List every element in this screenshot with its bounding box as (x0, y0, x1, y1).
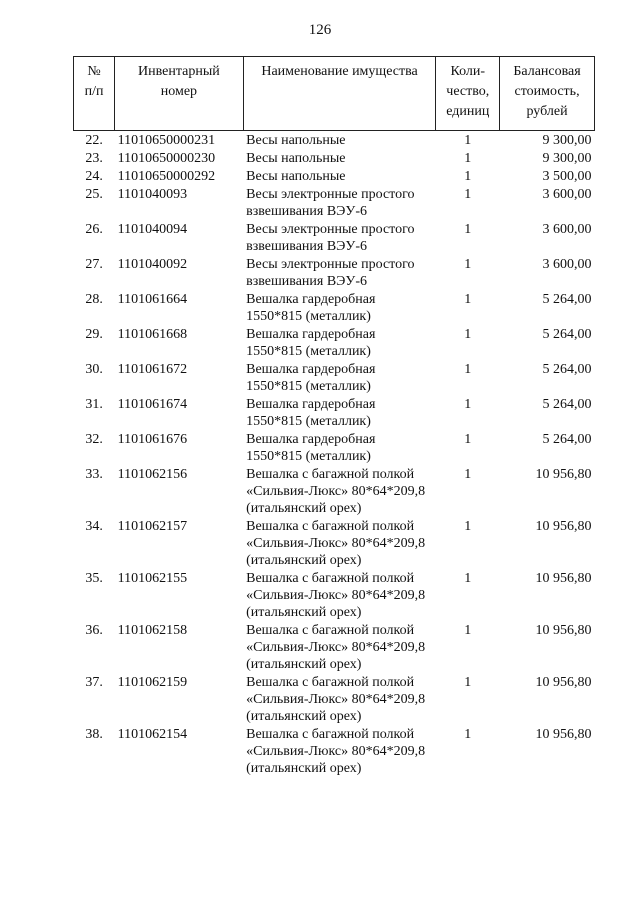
inventory-number: 1101040094 (117, 222, 188, 237)
row-number: 37. (85, 675, 103, 690)
table-header (74, 57, 595, 131)
header-inventory-line: номер (160, 84, 198, 99)
header-value-line: стоимость, (514, 84, 580, 99)
header-name-line: Наименование имущества (261, 64, 418, 79)
inventory-number: 1101040093 (117, 187, 188, 202)
item-name-line: 1550*815 (металлик) (246, 414, 371, 429)
item-value: 5 264,00 (542, 362, 592, 377)
row-number: 30. (85, 362, 103, 377)
item-name (243, 186, 436, 221)
item-name-line: (итальянский орех) (246, 605, 362, 620)
item-name-line: (итальянский орех) (246, 501, 362, 516)
header-num-line: № (87, 64, 101, 79)
header-quantity-line: единиц (446, 104, 490, 119)
inventory-number: 1101061676 (117, 432, 188, 447)
item-value: 3 600,00 (542, 222, 592, 237)
table-row (74, 221, 595, 256)
table-row (74, 570, 595, 622)
item-name-line: Весы напольные (246, 133, 346, 148)
item-name-line: «Сильвия-Люкс» 80*64*209,8 (246, 692, 426, 707)
table-row (74, 396, 595, 431)
item-name (243, 622, 436, 674)
item-value: 3 500,00 (542, 169, 592, 184)
item-name (243, 221, 436, 256)
table-row (74, 431, 595, 466)
item-quantity: 1 (464, 133, 472, 148)
row-number: 24. (85, 169, 103, 184)
row-number: 22. (85, 133, 103, 148)
item-name-line: «Сильвия-Люкс» 80*64*209,8 (246, 536, 426, 551)
header-quantity (436, 57, 500, 131)
inventory-number: 1101062159 (117, 675, 188, 690)
item-name (243, 431, 436, 466)
item-quantity: 1 (464, 675, 472, 690)
item-name (243, 518, 436, 570)
header-quantity-line: Коли- (450, 64, 486, 79)
item-name-line: Весы электронные простого (246, 187, 415, 202)
item-name-line: Весы электронные простого (246, 222, 415, 237)
inventory-number: 1101062155 (117, 571, 188, 586)
item-name-line: Вешалка гардеробная (246, 292, 376, 307)
item-value: 10 956,80 (535, 467, 592, 482)
item-name-line: Вешалка гардеробная (246, 397, 376, 412)
inventory-number: 11010650000292 (117, 169, 216, 184)
inventory-number: 11010650000231 (117, 133, 216, 148)
table-row (74, 150, 595, 168)
table-row (74, 726, 595, 778)
item-name-line: Вешалка гардеробная (246, 327, 376, 342)
row-number: 36. (85, 623, 103, 638)
table-row (74, 622, 595, 674)
item-name (243, 326, 436, 361)
item-name (243, 396, 436, 431)
inventory-number: 11010650000230 (117, 151, 216, 166)
item-quantity: 1 (464, 169, 472, 184)
inventory-number: 1101061664 (117, 292, 188, 307)
table-row (74, 186, 595, 221)
item-name-line: Весы напольные (246, 151, 346, 166)
item-name-line: Вешалка с багажной полкой (246, 623, 415, 638)
inventory-number: 1101061668 (117, 327, 188, 342)
item-value: 10 956,80 (535, 727, 592, 742)
item-name-line: Весы напольные (246, 169, 346, 184)
item-value: 9 300,00 (542, 151, 592, 166)
item-name (243, 570, 436, 622)
item-name (243, 291, 436, 326)
item-value: 3 600,00 (542, 187, 592, 202)
table-row (74, 466, 595, 518)
item-name (243, 256, 436, 291)
table-row (74, 674, 595, 726)
inventory-number: 1101061672 (117, 362, 188, 377)
inventory-number: 1101040092 (117, 257, 188, 272)
item-quantity: 1 (464, 362, 472, 377)
inventory-table (73, 56, 595, 778)
item-name-line: Вешалка с багажной полкой (246, 675, 415, 690)
row-number: 26. (85, 222, 103, 237)
item-name-line: Вешалка с багажной полкой (246, 571, 415, 586)
item-name-line: (итальянский орех) (246, 761, 362, 776)
item-name-line: 1550*815 (металлик) (246, 344, 371, 359)
header-value (500, 57, 595, 131)
header-value-line: Балансовая (513, 64, 581, 79)
item-name-line: (итальянский орех) (246, 709, 362, 724)
item-value: 5 264,00 (542, 292, 592, 307)
item-name-line: Вешалка гардеробная (246, 432, 376, 447)
row-number: 25. (85, 187, 103, 202)
table-row (74, 131, 595, 151)
item-quantity: 1 (464, 432, 472, 447)
item-quantity: 1 (464, 151, 472, 166)
item-name (243, 150, 436, 168)
item-name-line: (итальянский орех) (246, 657, 362, 672)
item-quantity: 1 (464, 292, 472, 307)
header-quantity-line: чество, (446, 84, 490, 99)
item-quantity: 1 (464, 187, 472, 202)
item-value: 3 600,00 (542, 257, 592, 272)
item-name (243, 466, 436, 518)
row-number: 38. (85, 727, 103, 742)
table-row (74, 326, 595, 361)
item-quantity: 1 (464, 327, 472, 342)
item-quantity: 1 (464, 727, 472, 742)
item-name-line: (итальянский орех) (246, 553, 362, 568)
item-quantity: 1 (464, 571, 472, 586)
item-quantity: 1 (464, 257, 472, 272)
item-name-line: Весы электронные простого (246, 257, 415, 272)
row-number: 32. (85, 432, 103, 447)
table-row (74, 361, 595, 396)
row-number: 31. (85, 397, 103, 412)
item-quantity: 1 (464, 519, 472, 534)
row-number: 28. (85, 292, 103, 307)
item-quantity: 1 (464, 397, 472, 412)
item-value: 5 264,00 (542, 432, 592, 447)
item-value: 5 264,00 (542, 327, 592, 342)
item-name-line: взвешивания ВЭУ-6 (246, 274, 367, 289)
item-name (243, 726, 436, 778)
table-body (74, 131, 595, 779)
row-number: 33. (85, 467, 103, 482)
header-num-line: п/п (84, 84, 104, 99)
row-number: 27. (85, 257, 103, 272)
table-row (74, 256, 595, 291)
item-name-line: «Сильвия-Люкс» 80*64*209,8 (246, 588, 426, 603)
page-number: 126 (308, 22, 332, 38)
header-num (74, 57, 115, 131)
inventory-number: 1101062157 (117, 519, 188, 534)
table-row (74, 518, 595, 570)
header-row (74, 57, 595, 131)
table-row (74, 168, 595, 186)
row-number: 23. (85, 151, 103, 166)
item-quantity: 1 (464, 467, 472, 482)
row-number: 34. (85, 519, 103, 534)
item-name-line: взвешивания ВЭУ-6 (246, 204, 367, 219)
row-number: 35. (85, 571, 103, 586)
item-name-line: Вешалка с багажной полкой (246, 727, 415, 742)
header-value-line: рублей (526, 104, 568, 119)
item-name (243, 674, 436, 726)
item-name-line: 1550*815 (металлик) (246, 379, 371, 394)
item-name (243, 361, 436, 396)
item-value: 5 264,00 (542, 397, 592, 412)
item-value: 10 956,80 (535, 519, 592, 534)
item-value: 10 956,80 (535, 571, 592, 586)
item-quantity: 1 (464, 222, 472, 237)
item-name-line: 1550*815 (металлик) (246, 449, 371, 464)
item-value: 10 956,80 (535, 675, 592, 690)
item-name (243, 168, 436, 186)
item-quantity: 1 (464, 623, 472, 638)
item-name-line: «Сильвия-Люкс» 80*64*209,8 (246, 744, 426, 759)
header-inventory (115, 57, 243, 131)
item-name-line: взвешивания ВЭУ-6 (246, 239, 367, 254)
item-name-line: Вешалка гардеробная (246, 362, 376, 377)
inventory-number: 1101062154 (117, 727, 188, 742)
row-number: 29. (85, 327, 103, 342)
inventory-number: 1101062158 (117, 623, 188, 638)
header-name (243, 57, 436, 131)
item-name-line: Вешалка с багажной полкой (246, 519, 415, 534)
item-name-line: Вешалка с багажной полкой (246, 467, 415, 482)
inventory-number: 1101061674 (117, 397, 188, 412)
inventory-number: 1101062156 (117, 467, 188, 482)
item-name-line: «Сильвия-Люкс» 80*64*209,8 (246, 484, 426, 499)
item-name-line: 1550*815 (металлик) (246, 309, 371, 324)
item-value: 9 300,00 (542, 133, 592, 148)
item-name-line: «Сильвия-Люкс» 80*64*209,8 (246, 640, 426, 655)
item-value: 10 956,80 (535, 623, 592, 638)
header-inventory-line: Инвентарный (138, 64, 220, 79)
item-name (243, 131, 436, 151)
table-row (74, 291, 595, 326)
